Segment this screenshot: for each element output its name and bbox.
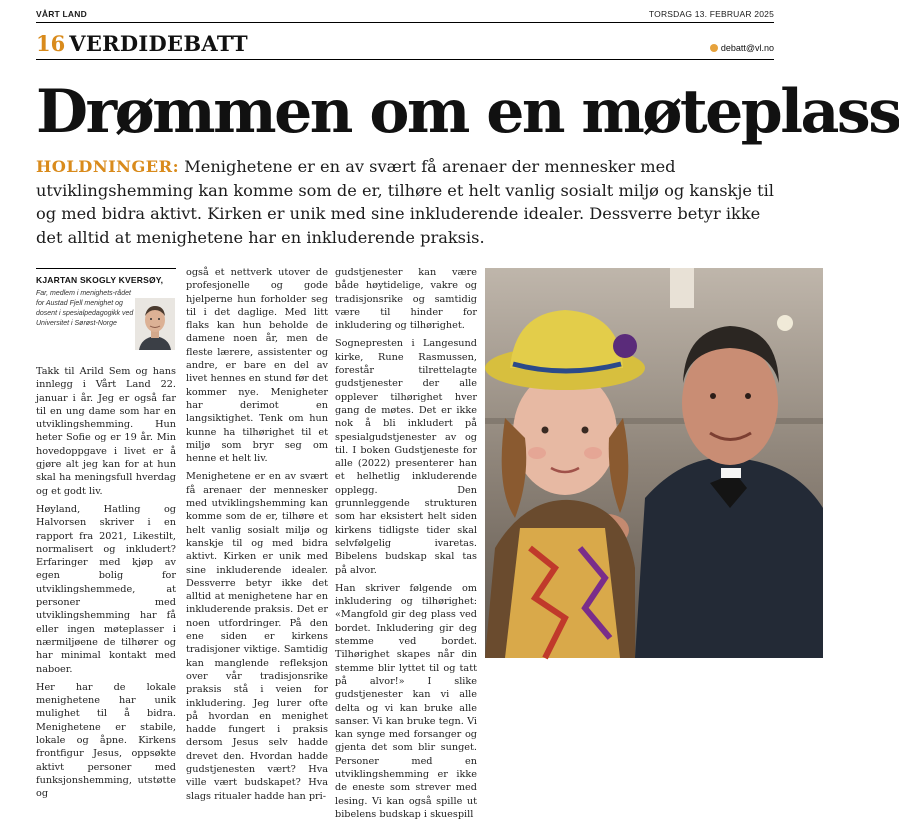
paragraph: Her har de lokale menighetene har unik mulighet til å bidra. Menighetene er stabile, lokale og åpne. Kirkens frontfigur Jesus, oppsøkte aktivt personer med funksjonshemming, utstøtte og (36, 681, 176, 800)
section-rule (36, 59, 774, 60)
byline-rule (36, 268, 176, 269)
paragraph: Høyland, Hatling og Halvorsen skriver i en rapport fra 2021, Likestilt, normalisert og inkludert? Erfaringer med kjøp av egen bolig for utviklingshemmede, at personer med utviklingshemming har få eller ingen møteplasser i nærmiljøene de tilhører og har minimal kontakt med naboer. (36, 503, 176, 675)
paragraph: Takk til Arild Sem og hans innlegg i Vårt Land 22. januar i år. Jeg er også far til en ung dame som har en utviklingshemming. Hun heter Sofie og er 19 år. Min hovedoppgave i livet er å gjøre alt jeg kan for at hun skal ha meningsfull hverdag og et godt liv. (36, 366, 176, 497)
ingress-text: Menighetene er en av svært få arenaer der mennesker med utviklingshemming kan komme som de er, tilhøre et helt vanlig sosialt miljø og kanskje til og med bidra aktivt. Kirken er unik med sine inkluderende idealer. Dessverre betyr ikke det alltid at menighetene har en inkluderende praksis. (36, 157, 774, 247)
paragraph: Han skriver følgende om inkludering og tilhørighet: «Mangfold gir deg plass ved bordet. Inkludering gir deg stemme ved bordet. Tilhørighet skapes når din stemme blir lyttet til og tatt på alvor!» I slike gudstjenester kan vi alle delta og vi kan bruke alle sanser. Vi kan bruke tegn. Vi kan synge med forsanger og gjenta det som blir sunget. Personer med en utviklingshemming er ikke de eneste som strever med lesing. Vi kan også spille ut bibelens budskap i skuespill (335, 582, 477, 820)
paragraph: Sognepresten i Langesund kirke, Rune Rasmussen, forestår tilrettelagte gudstjenester der alle opplever tilhørighet hver gang de møtes. Det er ikke nok å bli inkludert på spesialgudstjenester av og til. I boken Gudstjeneste for alle (2022) presenterer han et helhetlig inkluderende opplegg. Den grunnleggende strukturen som har eksistert helt siden kirkens tidligste tider skal selvfølgelig ivaretas. Bibelens budskap skal tas på alvor. (335, 338, 477, 576)
issue-date: TORSDAG 13. FEBRUAR 2025 (648, 9, 774, 19)
paragraph: Menighetene er en av svært få arenaer der mennesker med utviklingshemming kan komme som de er, tilhøre et helt vanlig sosialt miljø og kanskje til og med bidra aktivt. Kirken er unik med sine inkluderende idealer. Dessverre betyr ikke det alltid at menighetene har en inkluderende praksis. Det er noen utfordringer. På den ene siden er kirkens tradisjoner viktige. Samtidig kan manglende refleksjon over vår tradisjonsrike praksis stå i veien for inkludering. Jeg lurer ofte på hvordan en menighet hadde fungert i praksis dersom Jesus selv hadde drevet den. Hvordan hadde gudstjenesten vært? Hva ville vært budskapet? Hva slags ritualer hadde han pri- (186, 471, 328, 802)
section-header (36, 31, 248, 57)
article-column-1 (36, 365, 176, 800)
ingress-label: HOLDNINGER: (36, 157, 180, 176)
masthead (36, 9, 774, 23)
page-number: 16 (36, 31, 66, 56)
paragraph: gudstjenester kan være både høytidelige, vakre og tradisjonsrike og samtidig være til hinder for inkludering og tilhørighet. (335, 267, 477, 332)
email-bullet-icon (710, 44, 718, 52)
article-ingress (36, 155, 781, 249)
top-rule (36, 22, 774, 23)
article-column-3 (335, 266, 477, 820)
email-text: debatt@vl.no (720, 43, 774, 53)
article-column-2 (186, 266, 328, 802)
article-headline: Drømmen om en møteplass (36, 77, 899, 147)
byline-description: Far, medlem i menighets-rådet for Austad Fjell menighet og dosent i spesialpedagogikk ved Universitet i Sørøst-Norge (36, 290, 134, 327)
section-name: VERDIDEBATT (69, 31, 248, 56)
newspaper-name: VÅRT LAND (36, 9, 87, 19)
paragraph: også et nettverk utover de profesjonelle og gode hjelperne hun forholder seg til i det daglige. Med litt flaks kan hun beholde de damene noen år, men de fleste lærere, assistenter og andre, er bare en del av livet hennes en stund før det kommer nye. Menigheter har derimot en langsiktighet. Tenk om hun kunne ha tilhørighet til et miljø som bryr seg om henne et helt liv. (186, 267, 328, 465)
byline-author: KJARTAN SKOGLY KVERSØY, (36, 275, 164, 285)
author-portrait (135, 298, 175, 350)
contact-email[interactable] (710, 43, 774, 53)
article-photo (485, 268, 823, 658)
